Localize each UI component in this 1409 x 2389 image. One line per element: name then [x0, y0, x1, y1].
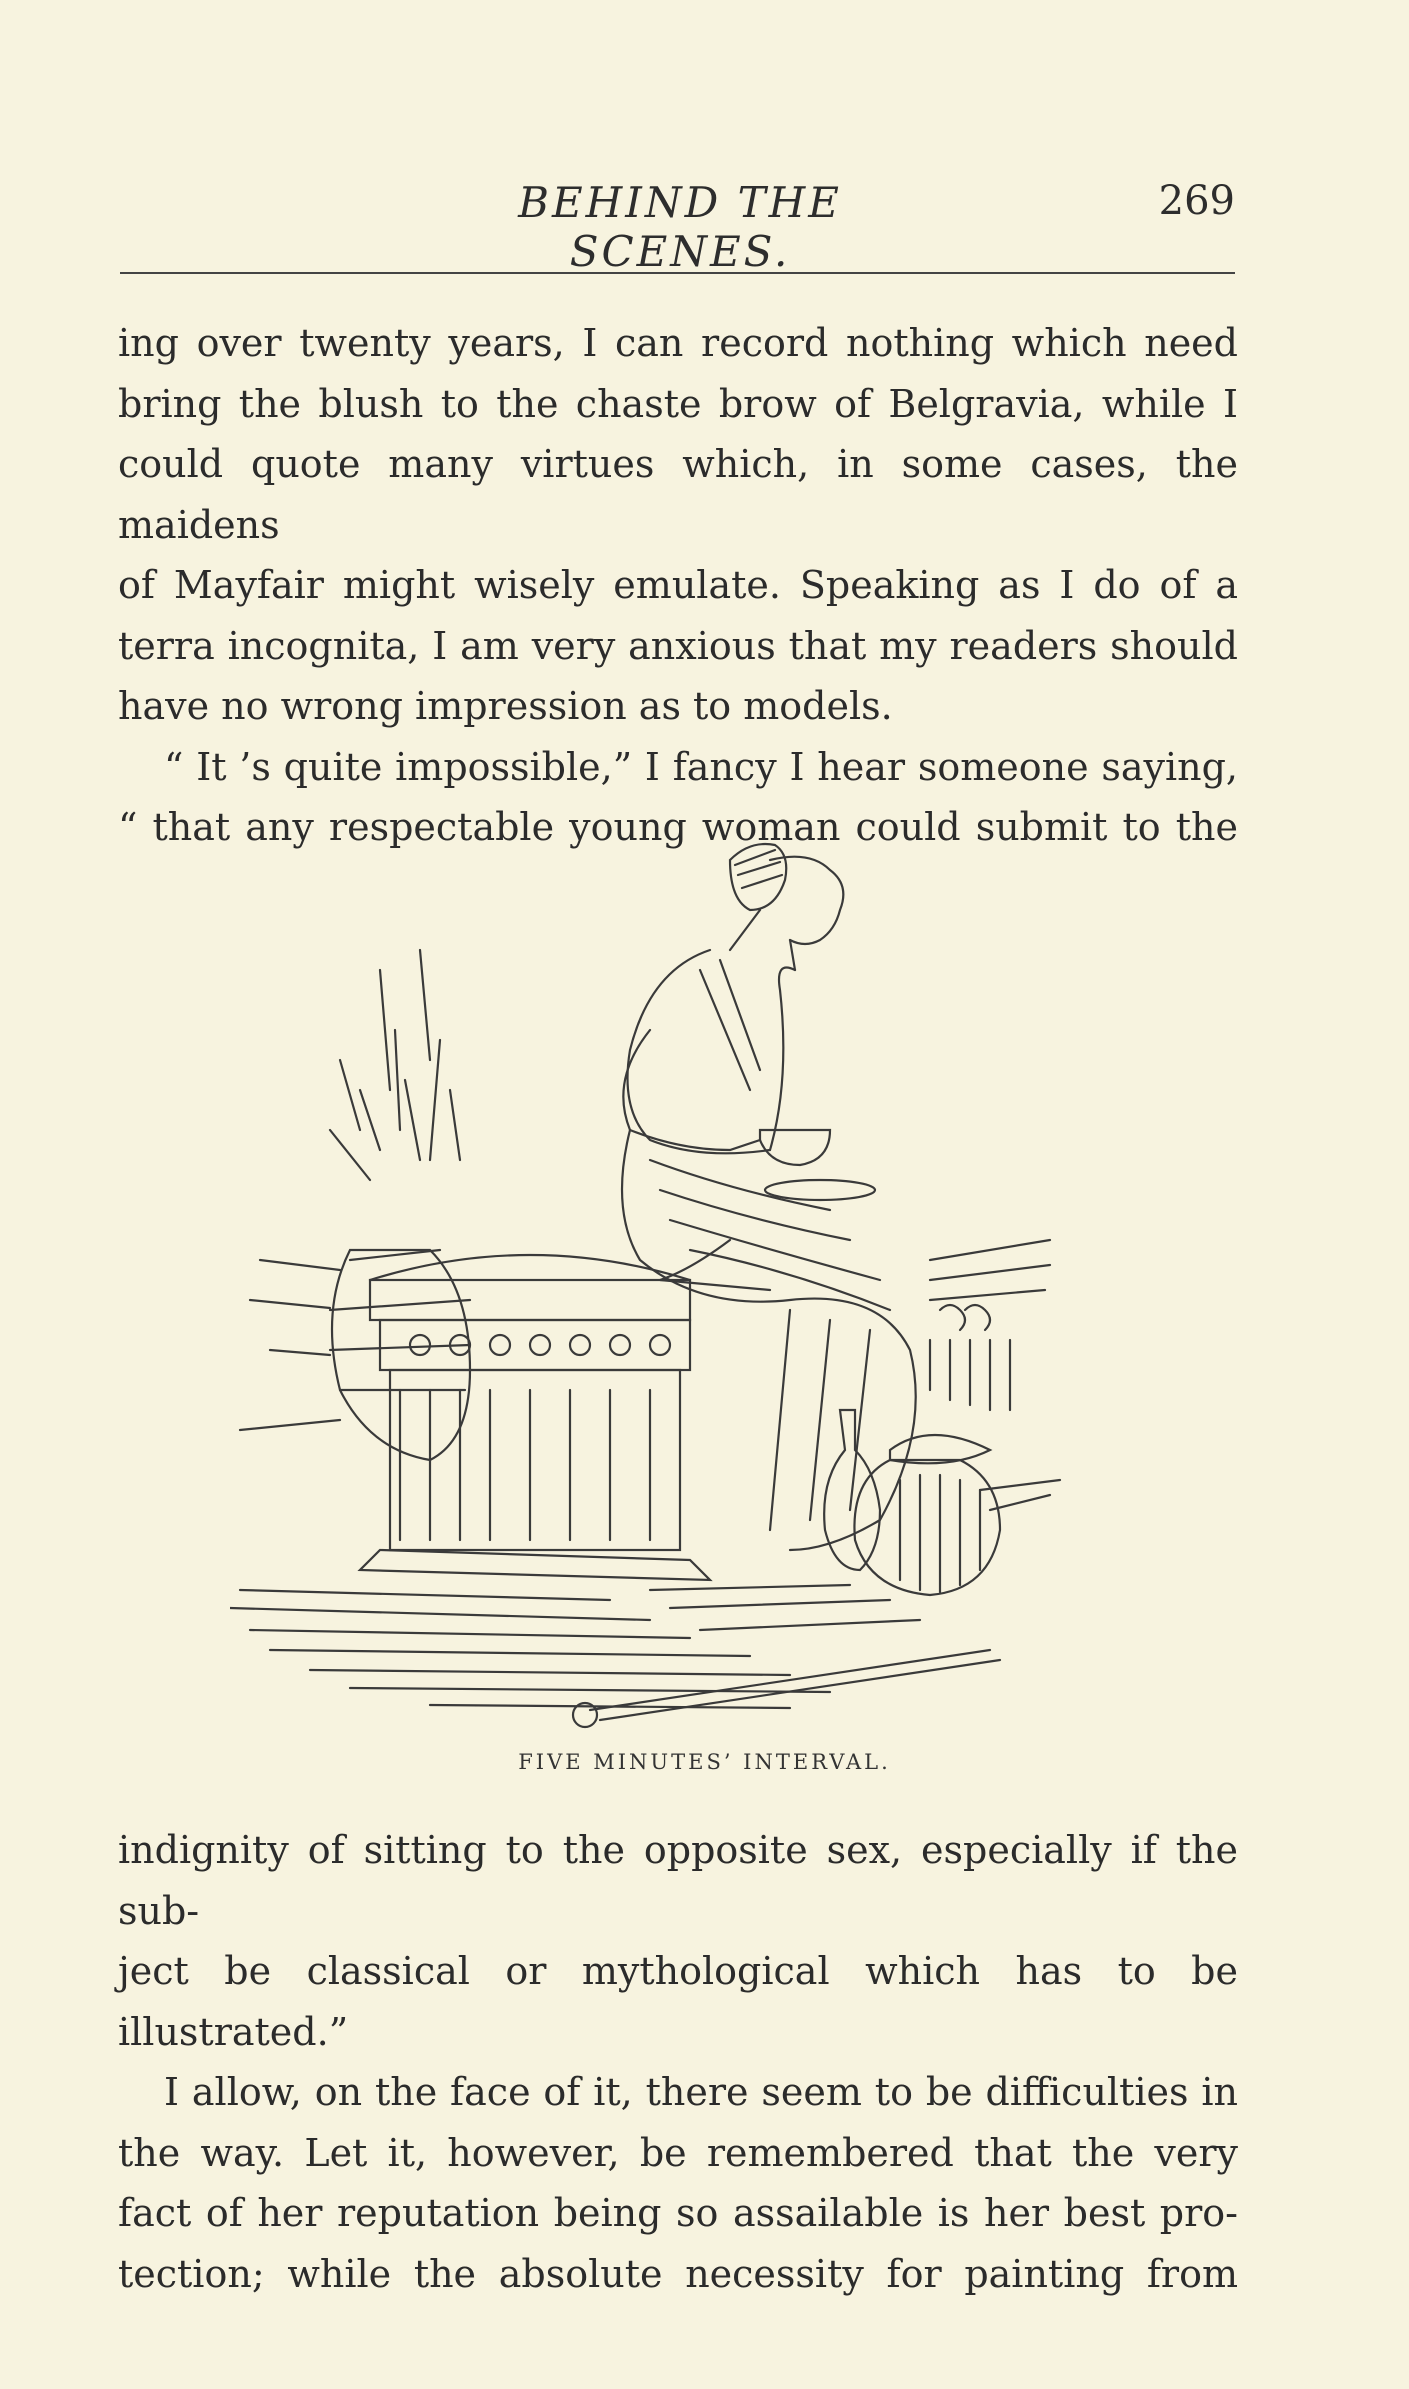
text-line: could quote many virtues which, in some cases, the maidens: [118, 442, 1238, 547]
running-title: BEHIND THE SCENES.: [518, 178, 842, 276]
text-line: ing over twenty years, I can record nothing which need: [118, 321, 1238, 365]
text-line: have no wrong impression as to models.: [118, 684, 893, 728]
text-line: the way. Let it, however, be remembered that the very: [118, 2130, 1238, 2175]
text-line: fact of her reputation being so assailable is her best pro-: [118, 2191, 1238, 2235]
text-line: of Mayfair might wisely emulate. Speaking as I do of a: [118, 563, 1238, 607]
text-line: tection; while the absolute necessity for painting from: [118, 2251, 1238, 2296]
illustration: [230, 830, 1120, 1730]
text-line: terra incognita, I am very anxious that my readers should: [118, 623, 1238, 668]
text-line: “ that any respectable young woman could submit to the: [118, 805, 1238, 849]
header-rule: [120, 272, 1235, 274]
illustration-drawing: [230, 830, 1120, 1730]
text-line: I allow, on the face of it, there seem to be difficulties in: [164, 2070, 1238, 2114]
figure-caption: FIVE MINUTES’ INTERVAL.: [518, 1750, 891, 1774]
text-line: bring the blush to the chaste brow of Belgravia, while I: [118, 381, 1238, 426]
page-number: 269: [1158, 178, 1235, 224]
text-line: indignity of sitting to the opposite sex, especially if the sub-: [118, 1828, 1238, 1933]
body-text-top: [118, 313, 1238, 858]
running-header: [120, 178, 1235, 276]
text-line: “ It ’s quite impossible,” I fancy I hear someone saying,: [164, 744, 1238, 789]
text-line: ject be classical or mythological which has to be illustrated.”: [118, 1949, 1238, 2054]
body-text-bottom: [118, 1820, 1238, 2304]
